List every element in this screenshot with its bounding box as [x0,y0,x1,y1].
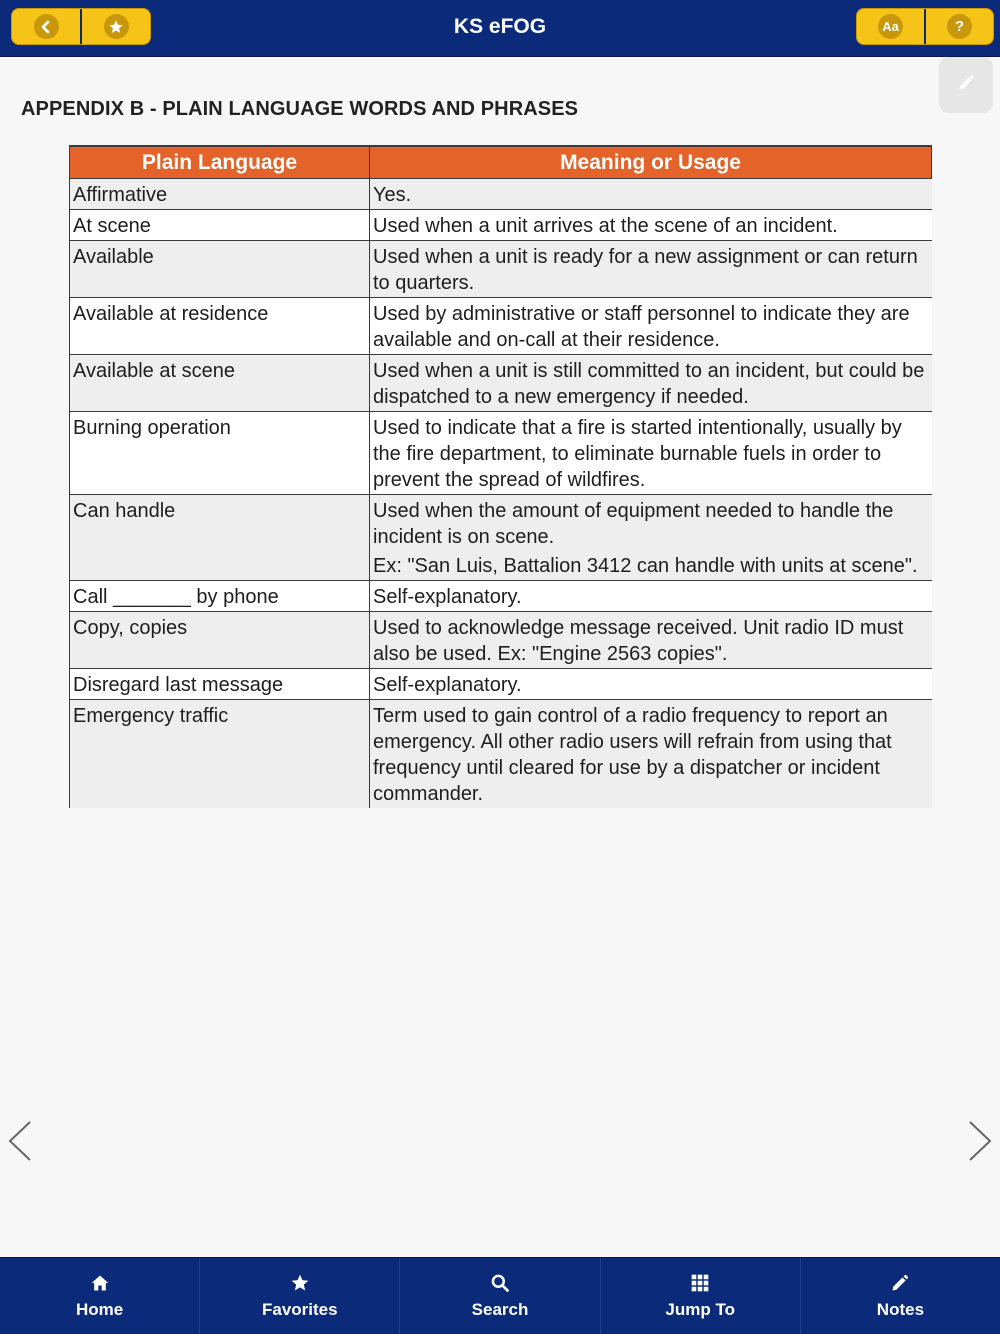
meaning-text: Used when a unit is still committed to an incident, but could be dispatched to a new emergency if needed. [373,359,925,408]
meaning-cell [370,297,932,354]
term-cell: Disregard last message [70,668,370,699]
tab-label: Search [471,1300,529,1319]
plain-language-table [69,145,932,808]
term-cell: At scene [70,209,370,240]
example-text: Ex: "San Luis, Battalion 3412 can handle with units at scene". [373,554,918,577]
term-cell: Copy, copies [70,611,370,668]
meaning-text: Term used to gain control of a radio frequency to report an emergency. All other radio users will refrain from using that frequency until cleared for use by a dispatcher or incident commander. [373,704,892,805]
table-row [70,411,932,494]
term-cell: Burning operation [70,411,370,494]
term-cell: Available [70,240,370,297]
search-icon [490,1272,510,1294]
table-row [70,209,932,240]
home-icon [90,1272,110,1294]
table-body [70,178,932,808]
chevron-right-icon [966,1119,994,1163]
help-icon: ? [947,14,972,39]
font-size-icon: Aa [878,14,903,39]
meaning-text: Used when a unit is ready for a new assignment or can return to quarters. [373,245,918,294]
term-cell: Affirmative [70,178,370,209]
tab-favorites[interactable] [199,1258,399,1334]
meaning-cell [370,611,932,668]
meaning-cell [370,240,932,297]
next-page-button[interactable] [966,1119,994,1163]
table-row [70,580,932,611]
app-title: KS eFOG [453,15,547,38]
table-row [70,354,932,411]
tab-notes[interactable] [800,1258,1000,1334]
tab-search[interactable] [399,1258,599,1334]
font-size-button[interactable] [857,9,924,44]
table-row [70,297,932,354]
grid-icon [690,1272,710,1294]
tab-label: Favorites [262,1300,338,1319]
bottom-tab-bar [0,1257,1000,1334]
edit-note-button[interactable] [939,57,993,113]
column-header-meaning: Meaning or Usage [370,146,932,178]
table-row [70,240,932,297]
column-header-plain-language: Plain Language [70,146,370,178]
meaning-cell [370,699,932,808]
pencil-icon [890,1272,910,1294]
term-cell: Available at scene [70,354,370,411]
table-row [70,178,932,209]
table-row [70,494,932,580]
meaning-cell [370,354,932,411]
table-header-row [70,146,932,178]
meaning-text: Yes. [373,183,412,206]
top-bar [0,0,1000,57]
term-cell: Available at residence [70,297,370,354]
table-row [70,611,932,668]
meaning-cell [370,494,932,580]
meaning-cell [370,209,932,240]
tab-label: Jump To [665,1300,735,1319]
meaning-text: Used to indicate that a fire is started intentionally, usually by the fire department, to eliminate burnable fuels in order to prevent the spread of wildfires. [373,416,902,491]
help-button[interactable] [924,9,993,44]
term-cell: Can handle [70,494,370,580]
meaning-cell [370,411,932,494]
table-row [70,699,932,808]
meaning-text: Self-explanatory. [373,585,522,608]
tab-home[interactable] [0,1258,199,1334]
right-button-group [856,8,994,45]
star-icon [290,1272,310,1294]
meaning-cell [370,580,932,611]
meaning-cell [370,178,932,209]
meaning-text: Used when the amount of equipment needed to handle the incident is on scene. [373,499,894,548]
tab-label: Home [75,1300,124,1319]
page-title: APPENDIX B - PLAIN LANGUAGE WORDS AND PHRASES [21,98,579,120]
chevron-left-icon [6,1119,34,1163]
meaning-text: Used when a unit arrives at the scene of an incident. [373,214,838,237]
term-cell: Emergency traffic [70,699,370,808]
tab-jump-to[interactable] [600,1258,800,1334]
meaning-text: Used to acknowledge message received. Unit radio ID must also be used. Ex: "Engine 2563 copies". [373,616,904,665]
tab-label: Notes [876,1300,925,1319]
meaning-text: Used by administrative or staff personnel to indicate they are available and on-call at their residence. [373,302,910,351]
table-row [70,668,932,699]
meaning-cell [370,668,932,699]
pencil-icon [956,73,976,98]
previous-page-button[interactable] [6,1119,34,1163]
meaning-text: Self-explanatory. [373,673,522,696]
term-cell: Call _______ by phone [70,580,370,611]
